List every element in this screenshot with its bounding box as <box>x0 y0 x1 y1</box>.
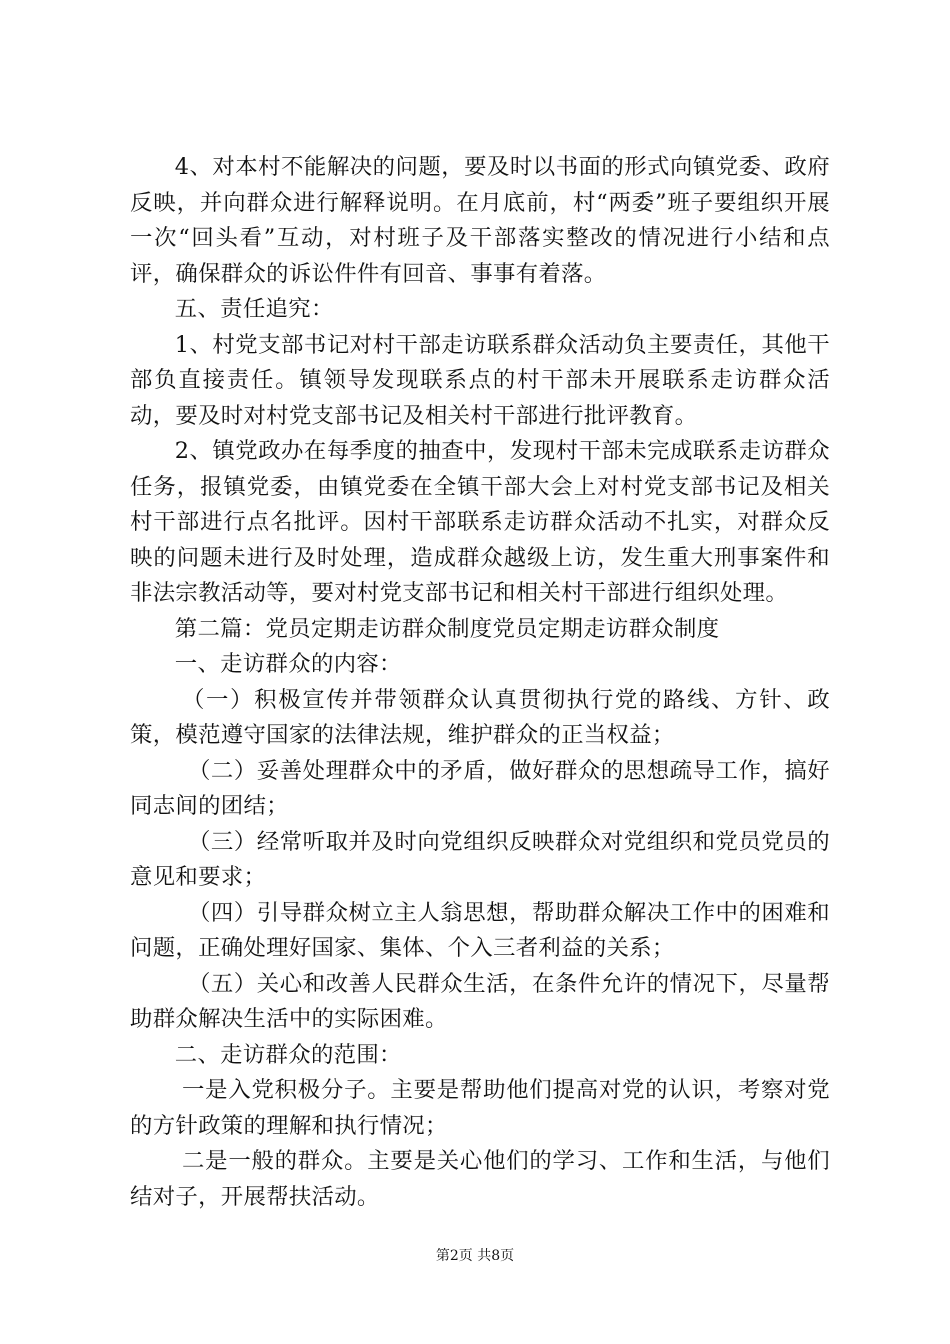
paragraph-scope-2: 二是一般的群众。主要是关心他们的学习、工作和生活，与他们结对子，开展帮扶活动。 <box>130 1148 830 1210</box>
page-footer <box>0 1246 950 1266</box>
section-heading-accountability: 五、责任追究： <box>174 296 334 322</box>
paragraph-content-2: （二）妥善处理群众中的矛盾，做好群众的思想疏导工作，搞好同志间的团结； <box>130 757 830 819</box>
chapter-heading-second: 第二篇：党员定期走访群众制度党员定期走访群众制度 <box>174 615 720 642</box>
section-heading-visit-content: 一、走访群众的内容： <box>174 651 402 677</box>
paragraph-content-4: （四）引导群众树立主人翁思想，帮助群众解决工作中的困难和问题，正确处理好国家、集体、个入三者利益的关系； <box>130 899 830 961</box>
paragraph-scope-1: 一是入党积极分子。主要是帮助他们提高对党的认识，考察对党的方针政策的理解和执行情况； <box>130 1077 830 1139</box>
paragraph-content-5: （五）关心和改善人民群众生活，在条件允许的情况下，尽量帮助群众解决生活中的实际困难。 <box>130 970 830 1032</box>
paragraph-content-3: （三）经常听取并及时向党组织反映群众对党组织和党员党员的意见和要求； <box>130 828 830 890</box>
paragraph-item-4: 4、对本村不能解决的问题，要及时以书面的形式向镇党委、政府反映，并向群众进行解释说明。在月底前，村“两委”班子要组织开展一次“回头看”互动，对村班子及干部落实整改的情况进行小结和点评，确保群众的诉讼件件有回音、事事有着落。 <box>130 154 830 287</box>
paragraph-accountability-1: 1、村党支部书记对村干部走访联系群众活动负主要责任，其他干部负直接责任。镇领导发现联系点的村干部未开展联系走访群众活动，要及时对村党支部书记及相关村干部进行批评教育。 <box>130 331 830 429</box>
page-number: 第2页 共8页 <box>435 1248 515 1264</box>
paragraph-content-1: （一）积极宣传并带领群众认真贯彻执行党的路线、方针、政策，模范遵守国家的法律法规，维护群众的正当权益； <box>130 686 830 748</box>
paragraph-accountability-2: 2、镇党政办在每季度的抽查中，发现村干部未完成联系走访群众任务，报镇党委，由镇党委在全镇干部大会上对村党支部书记及相关村干部进行点名批评。因村干部联系走访群众活动不扎实，对群众反映的问题未进行及时处理，造成群众越级上访，发生重大刑事案件和非法宗教活动等，要对村党支部书记和相关村干部进行组织处理。 <box>130 438 830 606</box>
document-body <box>130 150 830 1215</box>
section-heading-visit-scope: 二、走访群众的范围： <box>174 1041 402 1068</box>
